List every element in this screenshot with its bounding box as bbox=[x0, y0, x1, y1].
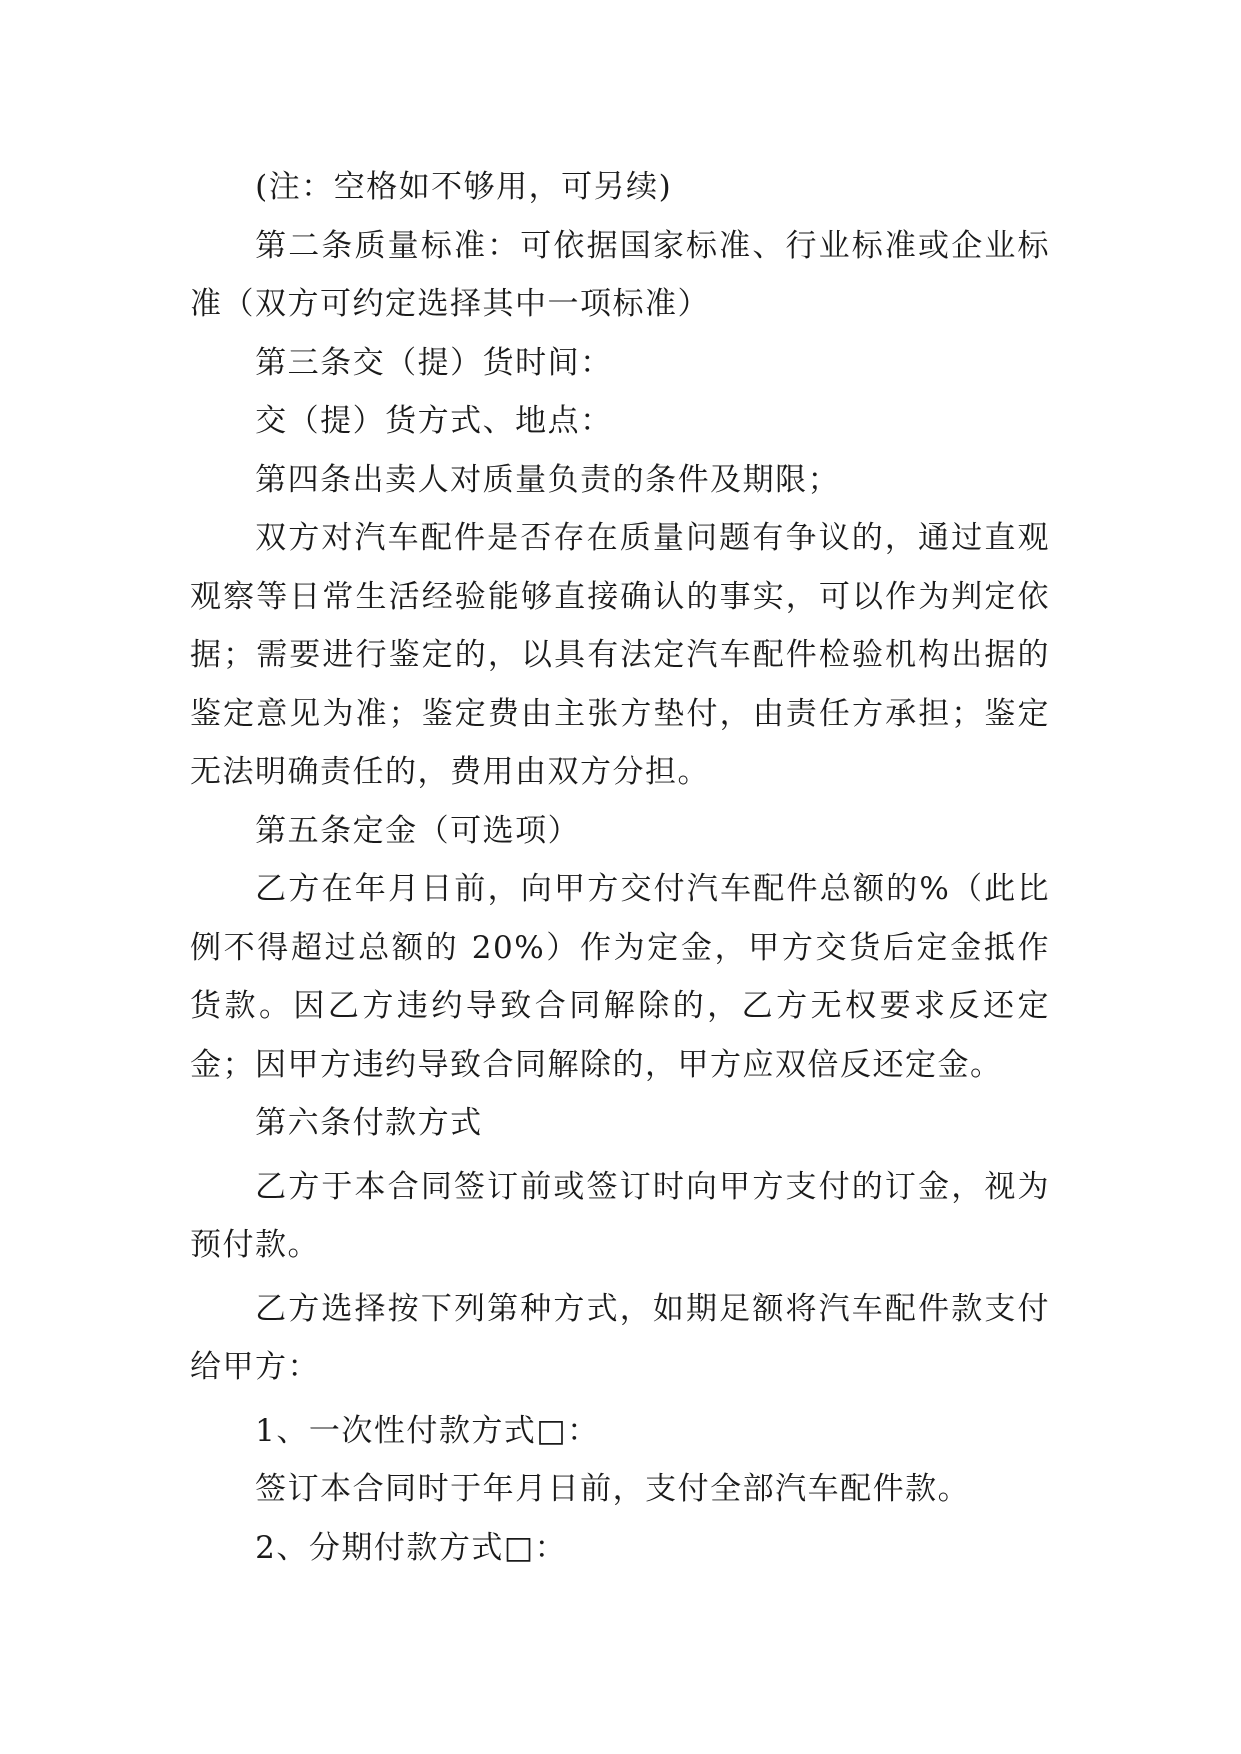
delivery-method-location: 交（提）货方式、地点： bbox=[255, 403, 613, 439]
payment-option-paragraph: 乙方选择按下列第种方式，如期足额将汽车配件款支付给甲方： bbox=[190, 1290, 1050, 1385]
lump-sum-payment-option: 1、一次性付款方式□： bbox=[255, 1412, 600, 1449]
lump-sum-payment-terms: 签订本合同时于年月日前，支付全部汽车配件款。 bbox=[255, 1471, 971, 1507]
contract-body bbox=[190, 158, 1050, 1577]
article-2-quality-standard: 第二条质量标准：可依据国家标准、行业标准或企业标准（双方可约定选择其中一项标准） bbox=[190, 227, 1050, 322]
article-6-payment-method: 第六条付款方式 bbox=[255, 1105, 483, 1141]
article-5-deposit: 第五条定金（可选项） bbox=[255, 812, 581, 849]
article-3-delivery-time: 第三条交（提）货时间： bbox=[255, 344, 613, 381]
prepayment-paragraph: 乙方于本合同签订前或签订时向甲方支付的订金，视为预付款。 bbox=[190, 1168, 1050, 1263]
installment-payment-option: 2、分期付款方式□： bbox=[255, 1529, 568, 1566]
article-4-quality-responsibility: 第四条出卖人对质量负责的条件及期限； bbox=[255, 461, 841, 498]
note-paragraph: (注：空格如不够用，可另续) bbox=[255, 169, 673, 205]
deposit-terms-paragraph: 乙方在年月日前，向甲方交付汽车配件总额的%（此比例不得超过总额的 20%）作为定金，甲方交货后定金抵作货款。因乙方违约导致合同解除的，乙方无权要求反还定金；因甲方违约导致合同解除的，甲方应双倍反还定金。 bbox=[190, 871, 1050, 1083]
quality-dispute-paragraph: 双方对汽车配件是否存在质量问题有争议的，通过直观观察等日常生活经验能够直接确认的事实，可以作为判定依据；需要进行鉴定的，以具有法定汽车配件检验机构出据的鉴定意见为准；鉴定费由主张方垫付，由责任方承担；鉴定无法明确责任的，费用由双方分担。 bbox=[190, 520, 1050, 790]
